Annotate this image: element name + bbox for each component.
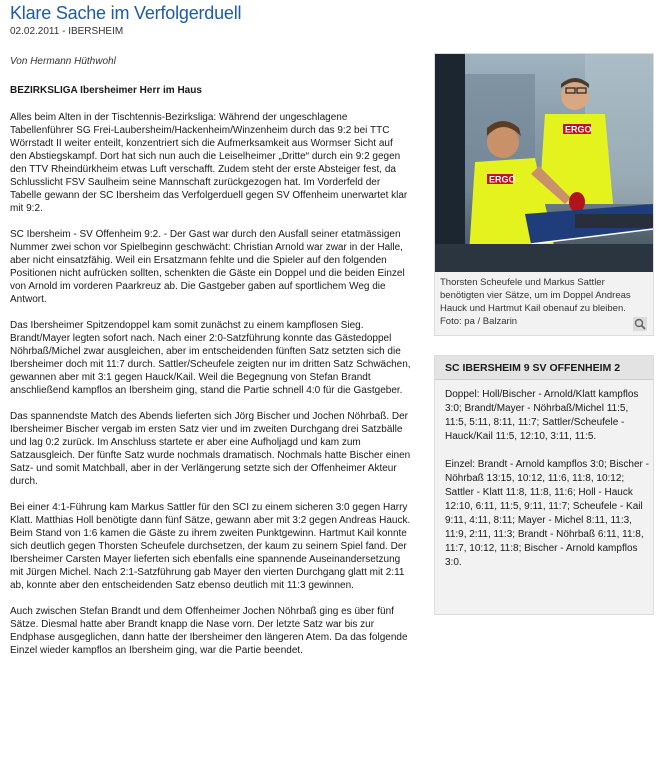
article-paragraph: SC Ibersheim - SV Offenheim 9:2. - Der Gast war durch den Ausfall seiner etatmässigen Nummer zwei schon vor Spielbeginn geschwächt: Christian Arnold war zwar in der Halle, aber nicht einsatzfähig. Weil ein Ersatzmann fehlte und die Spieler auf den folgenden Positionen nicht aufrücken sollten, schenkten die Gäste ein Doppel und die beiden Einzel von Arnold im vorderen Paarkreuz ab. Die Gastgeber gaben auf sportlichem Weg die Antwort. — [10, 229, 405, 305]
article-body — [10, 84, 412, 670]
article-photo[interactable] — [435, 54, 653, 272]
article-paragraph: Bei einer 4:1-Führung kam Markus Sattler für den SCI zu einem sicheren 3:0 gegen Harry Klatt. Matthias Holl benötigte dann fünf Sätze, gewann aber mit 3:2 gegen Andreas Hauck. Beim Stand von 1:6 kamen die Gäste zu ihrem zweiten Punktgewinn. Hartmut Kail konnte sich deutlich gegen Thorsten Scheufele durchsetzen, der kaum zu seinem Spiel fand. Der Ibersheimer Carsten Mayer lieferten sich ebenfalls eine spannende Auseinandersetzung mit Jürgen Michel. Nach 2:1-Satzführung gab Mayer den vierten Durchgang glatt mit 2:11 ab, konnte aber den entscheidenden Satz ebenso deutlich mit 11:3 gewinnen. — [10, 502, 411, 591]
article-paragraph: Auch zwischen Stefan Brandt und dem Offenheimer Jochen Nöhrbaß ging es über fünf Sätze. Diesmal hatte aber Brandt knapp die Nase vorn. Der letzte Satz war bis zur Endphase ausgeglichen, dann hatte der Ibersheimer den längeren Atem. Da das folgende Einzel wieder kampflos an Ibersheim ging, war die Partie beendet. — [10, 606, 408, 656]
article-paragraph: Das spannendste Match des Abends lieferten sich Jörg Bischer und Jochen Nöhrbaß. Der Ibersheimer Bischer vergab im ersten Satz vier und im zweiten Durchgang drei Satzbälle und lag 0:2 zurück. Im Anschluss startete er aber eine Aufholjagd und kam zum Satzausgleich. Der fünfte Satz wurde nochmals dramatisch. Nochmals hatte Bischer einen Satz- und somit Matchball, aber in der Verlängerung setzte sich der Offenheimer Akteur durch. — [10, 411, 411, 487]
result-heading: SC IBERSHEIM 9 SV OFFENHEIM 2 — [435, 356, 653, 380]
result-singles: Einzel: Brandt - Arnold kampflos 3:0; Bischer - Nöhrbaß 13:15, 10:12, 11:6, 11:8, 10:12; Sattler - Klatt 11:8, 11:8, 11:6; Holl - Hauck 12:10, 6:11, 11:5, 9:11, 11:7; Scheufele - Kail 9:11, 4:11, 8:11; Mayer - Michel 8:11, 11:3, 11:9, 2:11, 11:3; Brandt - Nöhrbaß 6:11, 11:8, 11:7, 10:12, 11:8; Bischer - Arnold kampflos 3:0. — [445, 459, 649, 568]
result-box — [434, 355, 654, 615]
article-dateline: 02.02.2011 - IBERSHEIM — [10, 26, 124, 37]
jersey-text-front: ERGO — [489, 174, 516, 185]
magnifier-icon[interactable] — [633, 317, 647, 331]
article-paragraph: Alles beim Alten in der Tischtennis-Bezirksliga: Während der ungeschlagene Tabellenführer SG Frei-Laubersheim/Hackenheim/Winzenheim durch das 9:2 bei TTC Wörrstadt II weiter enteilt, konzentriert sich die Aufmerksamkeit aus Wormser Sicht auf den Abstiegskampf. Dort hat sich nun auch die Leiselheimer „Dritte“ durch ein 9:2 gegen den TTV Rheindürkheim etwas Luft verschafft. Zudem steht der erste Absteiger fest, da Schlusslicht FSV Saulheim seine Mannschaft zurückgezogen hat. Im Vorderfeld der Tabelle gewann der SC Ibersheim das Verfolgerduell gegen SV Offenheim unerwartet klar mit 9:2. — [10, 112, 408, 214]
photo-box — [434, 53, 654, 336]
article-byline: Von Hermann Hüthwohl — [10, 56, 116, 67]
article-title: Klare Sache im Verfolgerduell — [10, 3, 242, 23]
article-paragraph: Das Ibersheimer Spitzendoppel kam somit zunächst zu einem kampflosen Sieg. Brandt/Mayer legten sofort nach. Nach einer 2:0-Satzführung konnte das Gästedoppel Nöhrbaß/Michel zwar ausgleichen, aber im entscheidenden fünften Satz setzten sich die Ibersheimer doch mit 11:7 durch. Sattler/Scheufele zeigten nur im dritten Satz Schwächen, gewannen aber mit 3:1 gegen Hauck/Kail. Weil die Begegnung von Stefan Brandt anschließend kampflos an Ibersheim ging, stand die Partie schnell 4:0 für die Gastgeber. — [10, 320, 411, 396]
article-subheading: BEZIRKSLIGA Ibersheimer Herr im Haus — [10, 85, 202, 96]
photo-caption: Thorsten Scheufele und Markus Sattler benötigten vier Sätze, um im Doppel Andreas Hauck und Hartmut Kail obenauf zu bleiben. Foto: pa / Balzarin — [440, 277, 631, 327]
jersey-text-back: ERGO — [565, 124, 592, 135]
result-doubles: Doppel: Holl/Bischer - Arnold/Klatt kampflos 3:0; Brandt/Mayer - Nöhrbaß/Michel 11:5, 11:5, 5:11, 8:11, 11:7; Sattler/Scheufele - Hauck/Kail 11:5, 12:10, 3:11, 11:5. — [445, 389, 639, 442]
result-body — [445, 388, 649, 584]
